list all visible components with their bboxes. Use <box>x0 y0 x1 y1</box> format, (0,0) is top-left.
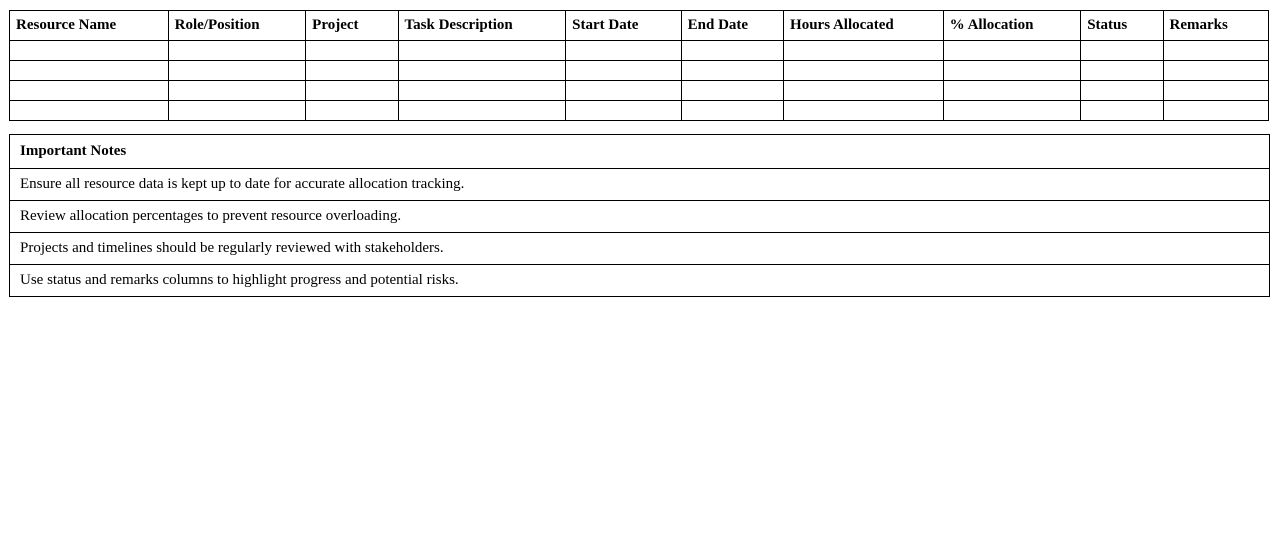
cell-status[interactable] <box>1081 80 1163 100</box>
cell-task-description[interactable] <box>398 80 566 100</box>
cell-role-position[interactable] <box>168 40 306 60</box>
cell-remarks[interactable] <box>1163 100 1269 120</box>
table-row <box>10 40 1269 60</box>
table-header-row <box>10 11 1269 41</box>
cell-project[interactable] <box>306 80 398 100</box>
cell-resource-name[interactable] <box>10 100 169 120</box>
column-header-start-date: Start Date <box>566 11 681 41</box>
column-header-project: Project <box>306 11 398 41</box>
cell-hours-allocated[interactable] <box>784 40 944 60</box>
table-row <box>10 80 1269 100</box>
cell-end-date[interactable] <box>681 100 783 120</box>
cell-status[interactable] <box>1081 100 1163 120</box>
cell-remarks[interactable] <box>1163 80 1269 100</box>
column-header-percent-allocation: % Allocation <box>943 11 1081 41</box>
notes-row <box>10 200 1270 232</box>
cell-project[interactable] <box>306 60 398 80</box>
cell-end-date[interactable] <box>681 40 783 60</box>
column-header-task-description: Task Description <box>398 11 566 41</box>
cell-role-position[interactable] <box>168 80 306 100</box>
column-header-remarks: Remarks <box>1163 11 1269 41</box>
notes-row <box>10 168 1270 200</box>
cell-task-description[interactable] <box>398 40 566 60</box>
cell-percent-allocation[interactable] <box>943 100 1081 120</box>
cell-remarks[interactable] <box>1163 40 1269 60</box>
column-header-end-date: End Date <box>681 11 783 41</box>
notes-header-row <box>10 134 1270 168</box>
column-header-role-position: Role/Position <box>168 11 306 41</box>
cell-percent-allocation[interactable] <box>943 60 1081 80</box>
cell-hours-allocated[interactable] <box>784 80 944 100</box>
cell-project[interactable] <box>306 40 398 60</box>
cell-resource-name[interactable] <box>10 60 169 80</box>
cell-hours-allocated[interactable] <box>784 100 944 120</box>
cell-task-description[interactable] <box>398 60 566 80</box>
cell-hours-allocated[interactable] <box>784 60 944 80</box>
cell-percent-allocation[interactable] <box>943 80 1081 100</box>
cell-remarks[interactable] <box>1163 60 1269 80</box>
table-row <box>10 100 1269 120</box>
note-item: Review allocation percentages to prevent resource overloading. <box>10 200 1270 232</box>
cell-task-description[interactable] <box>398 100 566 120</box>
cell-end-date[interactable] <box>681 80 783 100</box>
cell-start-date[interactable] <box>566 40 681 60</box>
notes-title: Important Notes <box>10 134 1270 168</box>
cell-role-position[interactable] <box>168 60 306 80</box>
cell-end-date[interactable] <box>681 60 783 80</box>
cell-role-position[interactable] <box>168 100 306 120</box>
cell-status[interactable] <box>1081 40 1163 60</box>
notes-row <box>10 264 1270 296</box>
important-notes-table <box>9 134 1270 297</box>
notes-row <box>10 232 1270 264</box>
note-item: Ensure all resource data is kept up to date for accurate allocation tracking. <box>10 168 1270 200</box>
cell-start-date[interactable] <box>566 80 681 100</box>
column-header-hours-allocated: Hours Allocated <box>784 11 944 41</box>
cell-start-date[interactable] <box>566 60 681 80</box>
note-item: Projects and timelines should be regularly reviewed with stakeholders. <box>10 232 1270 264</box>
column-header-resource-name: Resource Name <box>10 11 169 41</box>
table-spacer <box>9 121 1269 134</box>
cell-resource-name[interactable] <box>10 40 169 60</box>
cell-resource-name[interactable] <box>10 80 169 100</box>
cell-percent-allocation[interactable] <box>943 40 1081 60</box>
table-row <box>10 60 1269 80</box>
column-header-status: Status <box>1081 11 1163 41</box>
cell-project[interactable] <box>306 100 398 120</box>
cell-start-date[interactable] <box>566 100 681 120</box>
resource-allocation-table <box>9 10 1269 121</box>
note-item: Use status and remarks columns to highlight progress and potential risks. <box>10 264 1270 296</box>
cell-status[interactable] <box>1081 60 1163 80</box>
